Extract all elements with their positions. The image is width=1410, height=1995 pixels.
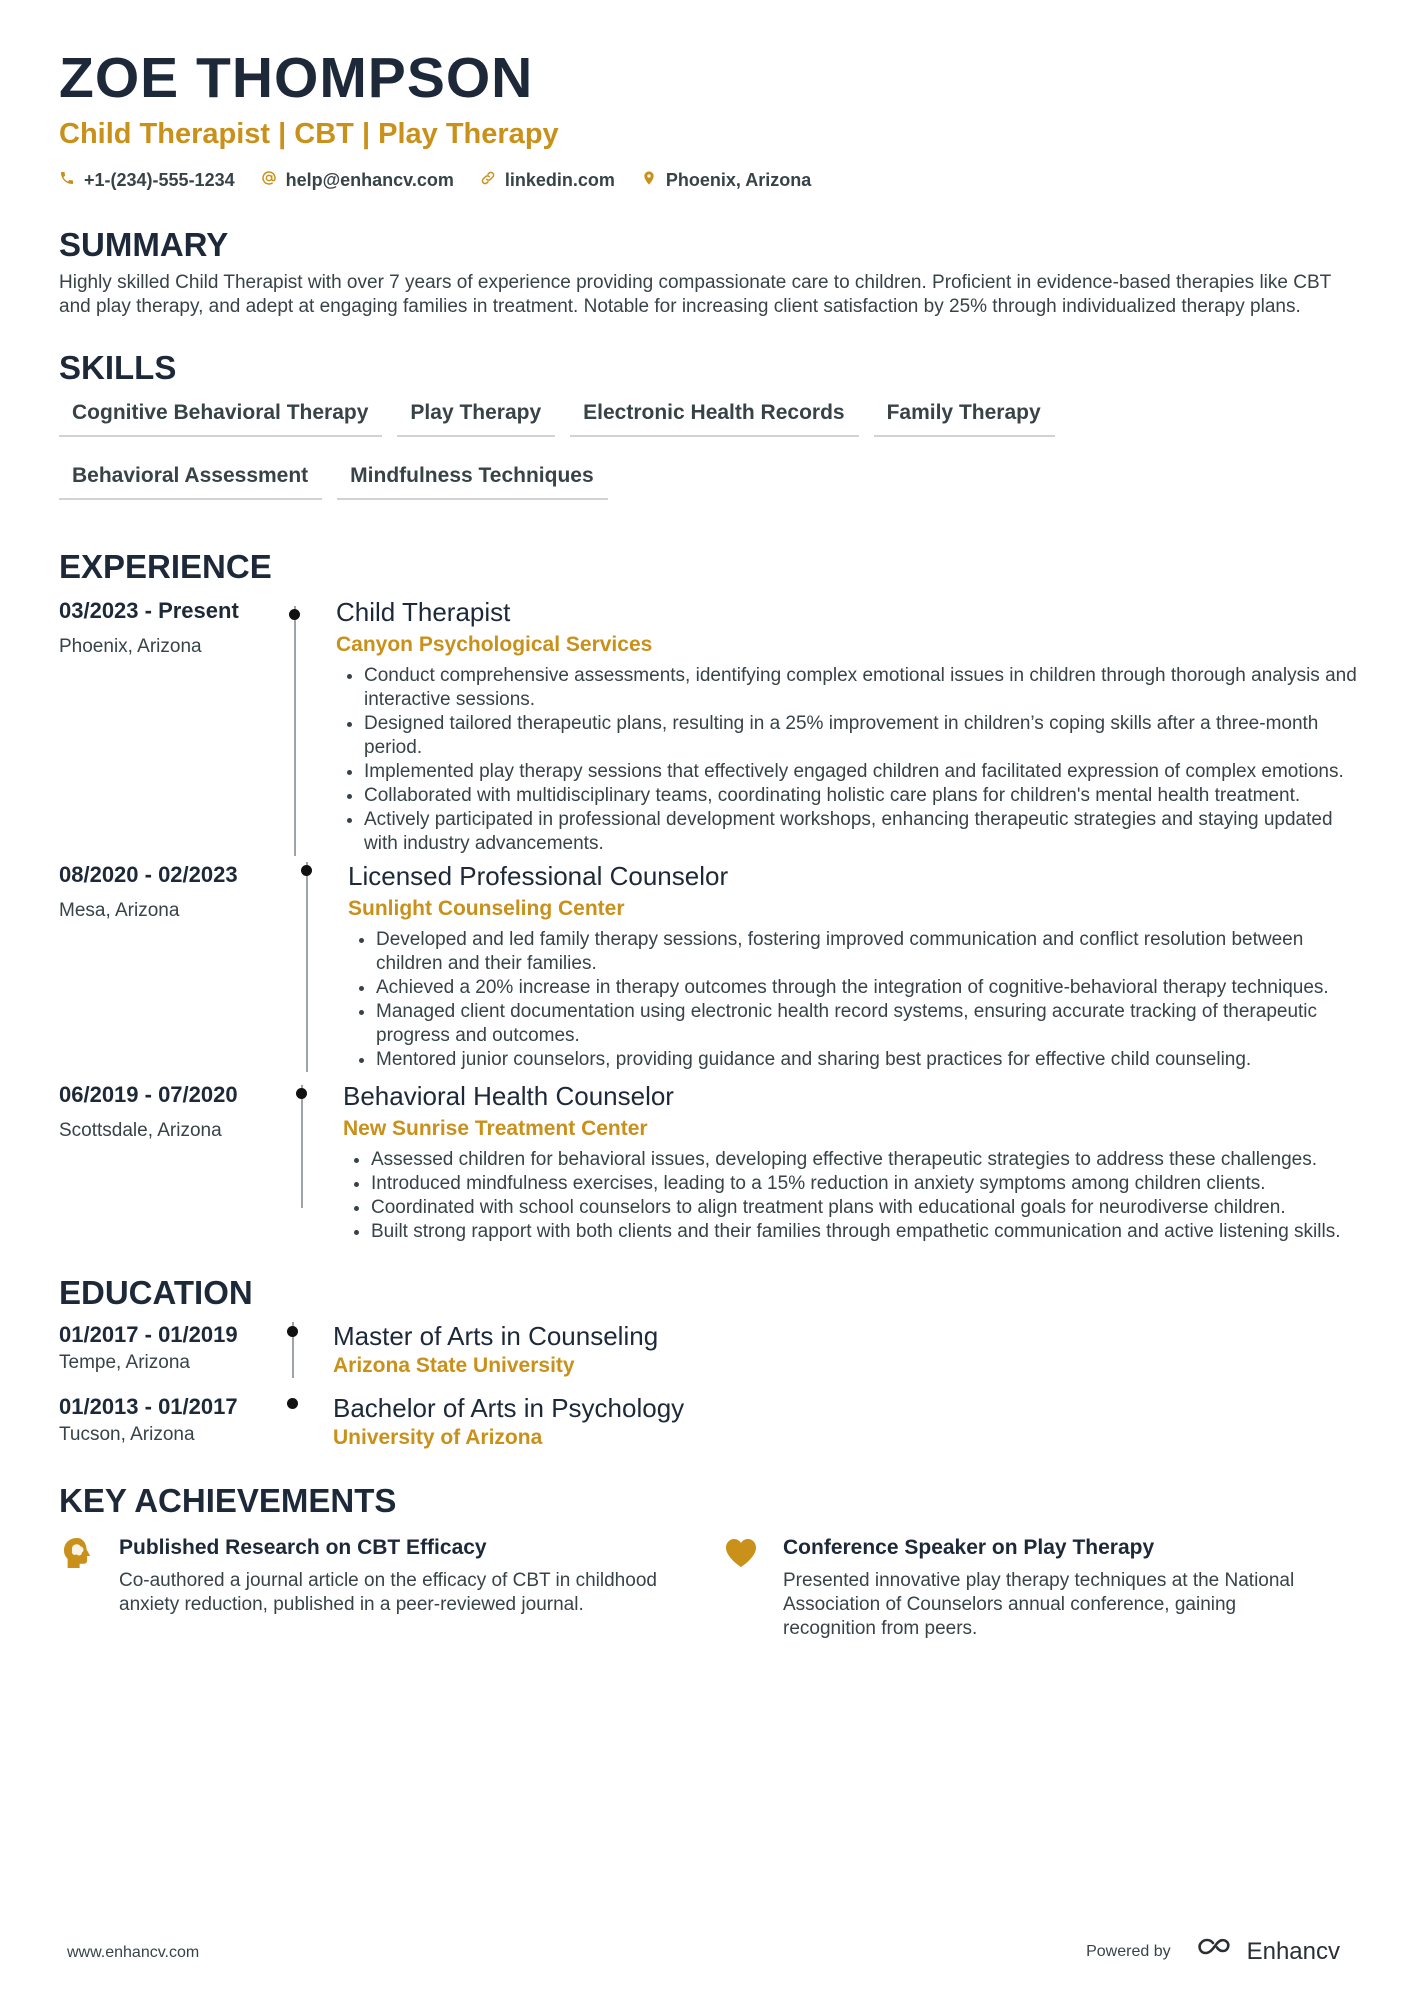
head-brain-icon [59, 1535, 119, 1641]
heart-icon [723, 1535, 783, 1641]
experience-dates: 08/2020 - 02/2023 [59, 861, 238, 887]
achievement-text: Presented innovative play therapy techniques at the National Association of Counselors annual conference, gaining recognition from peers. [783, 1569, 1295, 1639]
skill-tag: Family Therapy [874, 398, 1055, 437]
experience-dates: 06/2019 - 07/2020 [59, 1081, 238, 1107]
job-bullet: • Actively participated in professional development workshops, enhancing therapeutic strategies and staying updated with industry advancements. [364, 808, 1359, 856]
experience-location: Mesa, Arizona [59, 899, 180, 921]
job-bullet: • Mentored junior counselors, providing guidance and sharing best practices for effective child counseling. [376, 1048, 1359, 1072]
degree-title: Master of Arts in Counseling [333, 1320, 659, 1351]
education-meta [59, 1394, 292, 1450]
job-bullet: • Implemented play therapy sessions that effectively engaged children and facilitated expression of complex emotions. [364, 760, 1359, 784]
experience-entry [59, 1082, 1359, 1244]
experience-meta [59, 598, 294, 856]
location-text: Phoenix, Arizona [665, 169, 812, 190]
link-icon [480, 170, 496, 191]
achievement-content [783, 1535, 1313, 1641]
job-company: Sunlight Counseling Center [348, 896, 625, 920]
experience-heading: EXPERIENCE [59, 547, 272, 585]
candidate-name: ZOE THOMPSON [59, 46, 534, 110]
contact-linkedin [480, 170, 615, 191]
experience-entry [59, 862, 1359, 1072]
timeline-line [292, 1394, 294, 1450]
job-bullet: • Collaborated with multidisciplinary teams, coordinating holistic care plans for children's mental health treatment. [364, 784, 1359, 808]
enhancv-logo-icon [1193, 1936, 1239, 1967]
email-text[interactable]: help@enhancv.com [285, 169, 454, 190]
achievement-content [119, 1535, 673, 1641]
contact-bar [59, 170, 1359, 191]
timeline-line [301, 1085, 303, 1208]
job-bullet: • Achieved a 20% increase in therapy outcomes through the integration of cognitive-behavioral therapy techniques. [376, 976, 1359, 1000]
timeline-dot [287, 1326, 298, 1337]
skills-heading: SKILLS [59, 348, 177, 386]
brand-name: Enhancv [1246, 1937, 1340, 1965]
experience-location: Phoenix, Arizona [59, 635, 202, 657]
education-meta [59, 1322, 292, 1378]
skill-tag: Play Therapy [397, 398, 555, 437]
timeline-dot [289, 609, 300, 620]
summary-text: Highly skilled Child Therapist with over 7 years of experience providing compassionate care to children. Proficient in evidence-based therapies like CBT and play therapy, and adept at engaging families in treatment. Notable for increasing client satisfaction by 25% through individualized therapy plans. [59, 271, 1331, 317]
experience-dates: 03/2023 - Present [59, 597, 239, 623]
job-bullets [343, 1148, 1359, 1244]
timeline-line [292, 1322, 294, 1378]
job-bullets [348, 928, 1359, 1072]
timeline-dot [287, 1398, 298, 1409]
job-role: Behavioral Health Counselor [343, 1080, 674, 1111]
education-location: Tempe, Arizona [59, 1351, 190, 1373]
experience-entry [59, 598, 1359, 856]
phone-icon [59, 170, 75, 191]
job-bullets [336, 664, 1359, 856]
experience-meta [59, 862, 306, 1072]
contact-phone [59, 170, 235, 191]
location-pin-icon [641, 170, 657, 191]
education-location: Tucson, Arizona [59, 1423, 195, 1445]
education-heading: EDUCATION [59, 1273, 253, 1311]
job-bullet: • Assessed children for behavioral issues, developing effective therapeutic strategies to address these challenges. [371, 1148, 1359, 1172]
achievement-item [723, 1535, 1313, 1641]
contact-location [641, 170, 811, 191]
school-name: Arizona State University [333, 1353, 575, 1377]
achievement-title: Conference Speaker on Play Therapy [783, 1535, 1155, 1559]
job-bullet: • Built strong rapport with both clients and their families through empathetic communication and active listening skills. [371, 1220, 1359, 1244]
candidate-title: Child Therapist | CBT | Play Therapy [59, 118, 559, 150]
timeline-line [306, 862, 308, 1072]
job-company: New Sunrise Treatment Center [343, 1116, 648, 1140]
achievement-text: Co-authored a journal article on the efficacy of CBT in childhood anxiety reduction, published in a peer-reviewed journal. [119, 1569, 657, 1615]
education-body [294, 1394, 684, 1450]
education-entry [59, 1394, 1359, 1450]
linkedin-text[interactable]: linkedin.com [504, 169, 615, 190]
phone-text[interactable]: +1-(234)-555-1234 [84, 169, 235, 190]
skills-list [59, 398, 1259, 500]
timeline-dot [296, 1088, 307, 1099]
timeline-dot [301, 865, 312, 876]
footer-branding [1086, 1936, 1340, 1967]
job-bullet: • Introduced mindfulness exercises, leading to a 15% reduction in anxiety symptoms among children clients. [371, 1172, 1359, 1196]
job-role: Child Therapist [336, 596, 511, 627]
education-dates: 01/2013 - 01/2017 [59, 1393, 238, 1419]
education-dates: 01/2017 - 01/2019 [59, 1321, 238, 1347]
at-icon [261, 170, 277, 191]
experience-body [303, 1082, 1359, 1244]
powered-by-label: Powered by [1086, 1942, 1171, 1960]
achievements-list [59, 1535, 1359, 1641]
resume-page [59, 46, 1359, 1641]
contact-email [261, 170, 454, 191]
experience-location: Scottsdale, Arizona [59, 1119, 222, 1141]
achievement-item [59, 1535, 673, 1641]
skill-tag: Electronic Health Records [570, 398, 858, 437]
skill-tag: Cognitive Behavioral Therapy [59, 398, 382, 437]
degree-title: Bachelor of Arts in Psychology [333, 1392, 685, 1423]
experience-body [296, 598, 1359, 856]
skill-tag: Mindfulness Techniques [337, 461, 607, 500]
brand-logo[interactable] [1193, 1936, 1340, 1967]
job-bullet: • Designed tailored therapeutic plans, resulting in a 25% improvement in children’s coping skills after a three-month period. [364, 712, 1359, 760]
job-role: Licensed Professional Counselor [348, 860, 729, 891]
footer-website[interactable]: www.enhancv.com [67, 1944, 200, 1961]
timeline-line [294, 606, 296, 856]
summary-heading: SUMMARY [59, 225, 229, 263]
achievements-heading: KEY ACHIEVEMENTS [59, 1481, 397, 1519]
experience-meta [59, 1082, 301, 1244]
achievement-title: Published Research on CBT Efficacy [119, 1535, 487, 1559]
education-body [294, 1322, 658, 1378]
experience-body [308, 862, 1359, 1072]
job-bullet: • Managed client documentation using electronic health record systems, ensuring accurate tracking of therapeutic progress and outcomes. [376, 1000, 1359, 1048]
job-company: Canyon Psychological Services [336, 632, 653, 656]
job-bullet: • Developed and led family therapy sessions, fostering improved communication and conflict resolution between children and their families. [376, 928, 1359, 976]
school-name: University of Arizona [333, 1425, 543, 1449]
education-entry [59, 1322, 1359, 1378]
skill-tag: Behavioral Assessment [59, 461, 322, 500]
job-bullet: • Coordinated with school counselors to align treatment plans with educational goals for neurodiverse children. [371, 1196, 1359, 1220]
job-bullet: • Conduct comprehensive assessments, identifying complex emotional issues in children through thorough analysis and interactive sessions. [364, 664, 1359, 712]
